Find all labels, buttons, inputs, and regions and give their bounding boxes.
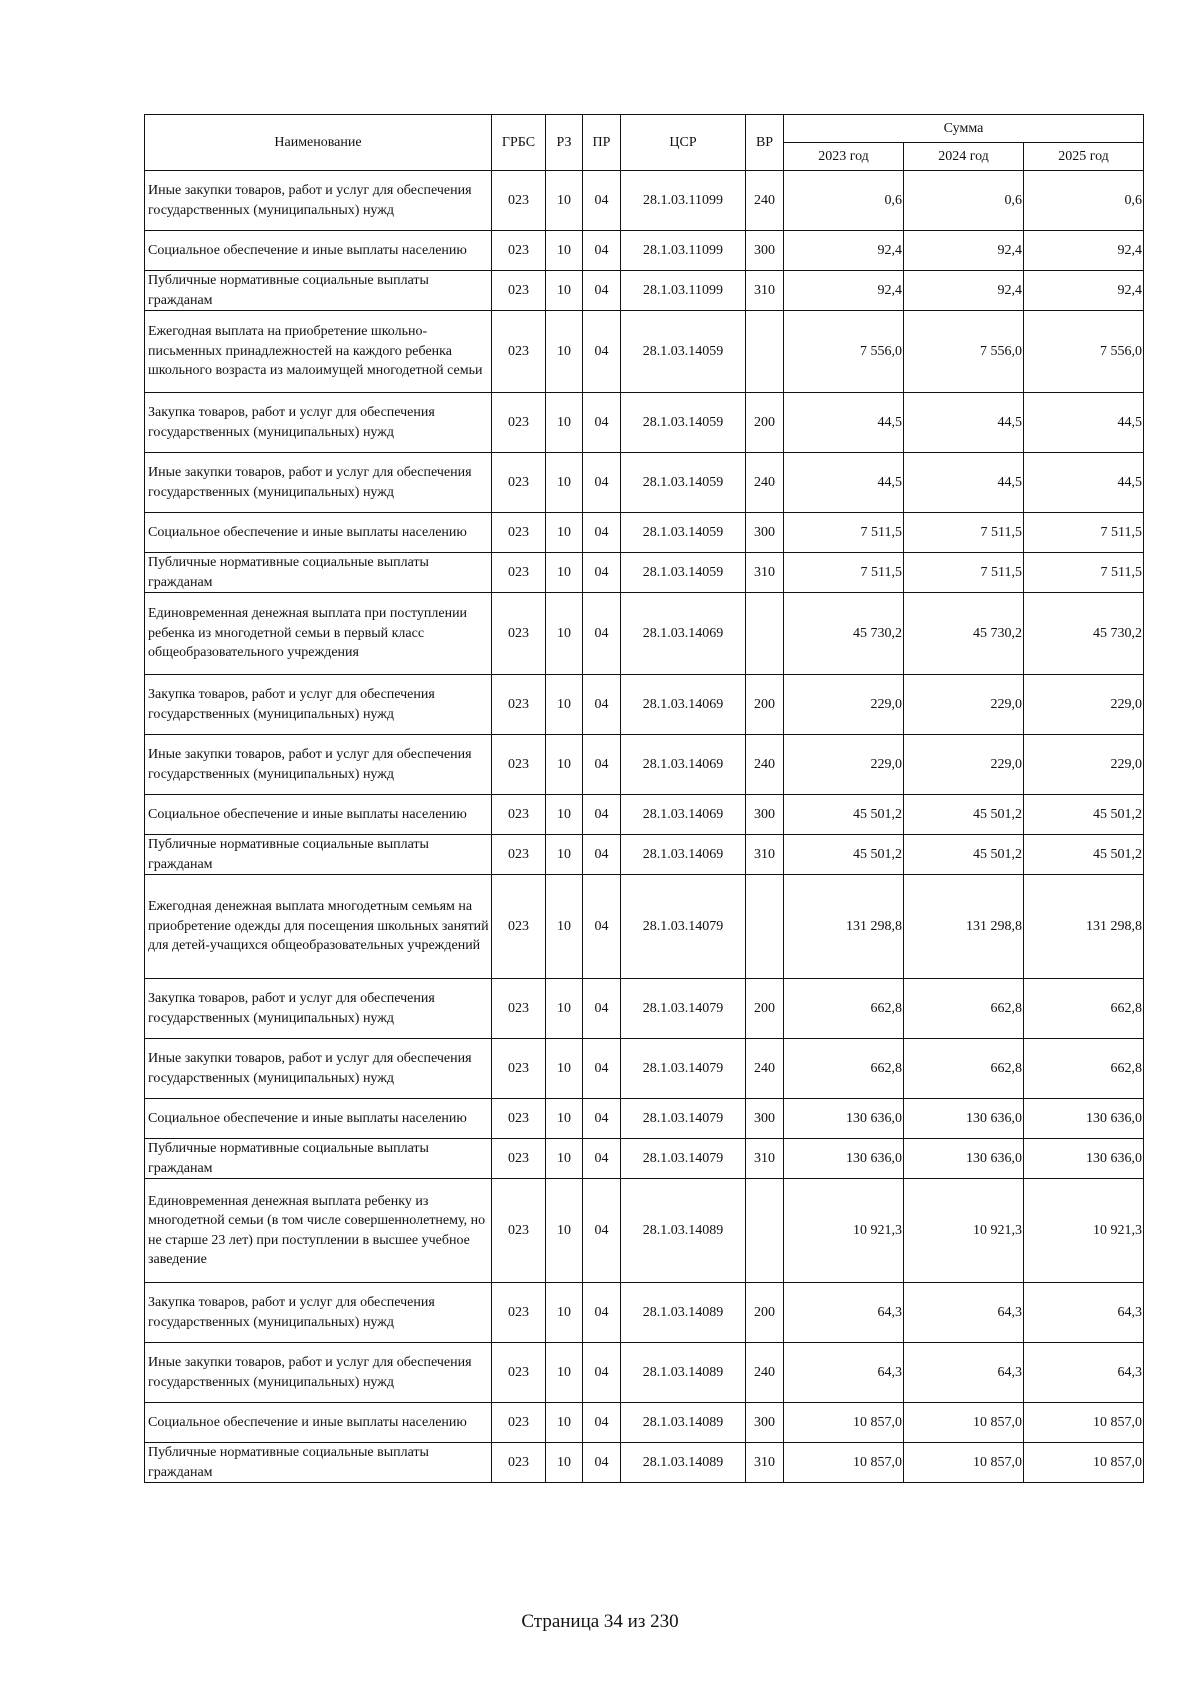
cell-2023: 7 556,0 <box>784 311 904 393</box>
cell-pr: 04 <box>583 1179 621 1283</box>
cell-rz: 10 <box>546 1179 583 1283</box>
cell-pr: 04 <box>583 675 621 735</box>
header-pr: ПР <box>583 115 621 171</box>
cell-rz: 10 <box>546 735 583 795</box>
cell-rz: 10 <box>546 1039 583 1099</box>
page-number: Страница 34 из 230 <box>521 1611 679 1632</box>
cell-rz: 10 <box>546 675 583 735</box>
cell-2023: 229,0 <box>784 675 904 735</box>
cell-csr: 28.1.03.14079 <box>621 1099 746 1139</box>
cell-2023: 92,4 <box>784 271 904 311</box>
cell-2023: 10 857,0 <box>784 1403 904 1443</box>
cell-2024: 45 501,2 <box>904 835 1024 875</box>
cell-name: Социальное обеспечение и иные выплаты населению <box>145 1403 492 1443</box>
cell-vr: 310 <box>746 1139 784 1179</box>
cell-pr: 04 <box>583 735 621 795</box>
table-row <box>145 979 1144 1039</box>
cell-csr: 28.1.03.14059 <box>621 453 746 513</box>
table-row <box>145 271 1144 311</box>
cell-vr: 300 <box>746 795 784 835</box>
cell-2025: 229,0 <box>1024 675 1144 735</box>
cell-grbs: 023 <box>492 393 546 453</box>
cell-rz: 10 <box>546 311 583 393</box>
cell-2024: 64,3 <box>904 1343 1024 1403</box>
cell-2023: 7 511,5 <box>784 553 904 593</box>
cell-grbs: 023 <box>492 231 546 271</box>
cell-2024: 44,5 <box>904 393 1024 453</box>
cell-2025: 10 857,0 <box>1024 1403 1144 1443</box>
cell-name: Публичные нормативные социальные выплаты гражданам <box>145 1443 492 1483</box>
cell-2025: 131 298,8 <box>1024 875 1144 979</box>
cell-pr: 04 <box>583 393 621 453</box>
cell-2025: 45 730,2 <box>1024 593 1144 675</box>
cell-grbs: 023 <box>492 1179 546 1283</box>
cell-2024: 10 857,0 <box>904 1443 1024 1483</box>
cell-rz: 10 <box>546 979 583 1039</box>
cell-2024: 7 511,5 <box>904 553 1024 593</box>
cell-2024: 662,8 <box>904 1039 1024 1099</box>
cell-name: Иные закупки товаров, работ и услуг для обеспечения государственных (муниципальных) нужд <box>145 171 492 231</box>
cell-pr: 04 <box>583 453 621 513</box>
cell-name: Ежегодная выплата на приобретение школьно-письменных принадлежностей на каждого ребенка школьного возраста из малоимущей многодетной семьи <box>145 311 492 393</box>
cell-rz: 10 <box>546 835 583 875</box>
cell-2025: 92,4 <box>1024 271 1144 311</box>
cell-csr: 28.1.03.11099 <box>621 171 746 231</box>
cell-2023: 45 501,2 <box>784 795 904 835</box>
header-rz: РЗ <box>546 115 583 171</box>
cell-name: Публичные нормативные социальные выплаты гражданам <box>145 1139 492 1179</box>
cell-2023: 64,3 <box>784 1343 904 1403</box>
table-row <box>145 311 1144 393</box>
cell-csr: 28.1.03.14089 <box>621 1443 746 1483</box>
cell-2025: 662,8 <box>1024 979 1144 1039</box>
cell-grbs: 023 <box>492 1403 546 1443</box>
cell-2025: 64,3 <box>1024 1343 1144 1403</box>
cell-rz: 10 <box>546 553 583 593</box>
cell-rz: 10 <box>546 875 583 979</box>
cell-2024: 44,5 <box>904 453 1024 513</box>
cell-grbs: 023 <box>492 553 546 593</box>
cell-vr: 300 <box>746 1403 784 1443</box>
cell-pr: 04 <box>583 513 621 553</box>
cell-2025: 45 501,2 <box>1024 835 1144 875</box>
cell-grbs: 023 <box>492 311 546 393</box>
table-row <box>145 393 1144 453</box>
cell-vr <box>746 1179 784 1283</box>
cell-vr: 310 <box>746 271 784 311</box>
cell-2023: 131 298,8 <box>784 875 904 979</box>
cell-csr: 28.1.03.14069 <box>621 735 746 795</box>
cell-vr: 310 <box>746 835 784 875</box>
cell-2024: 45 501,2 <box>904 795 1024 835</box>
cell-vr: 200 <box>746 1283 784 1343</box>
cell-grbs: 023 <box>492 979 546 1039</box>
cell-name: Единовременная денежная выплата при поступлении ребенка из многодетной семьи в первый класс общеобразовательного учреждения <box>145 593 492 675</box>
cell-vr: 200 <box>746 393 784 453</box>
cell-pr: 04 <box>583 1283 621 1343</box>
table-body <box>145 171 1144 1483</box>
cell-rz: 10 <box>546 513 583 553</box>
cell-2025: 0,6 <box>1024 171 1144 231</box>
cell-2023: 229,0 <box>784 735 904 795</box>
cell-rz: 10 <box>546 231 583 271</box>
cell-2023: 10 921,3 <box>784 1179 904 1283</box>
table-row <box>145 675 1144 735</box>
cell-2025: 44,5 <box>1024 453 1144 513</box>
cell-pr: 04 <box>583 835 621 875</box>
cell-rz: 10 <box>546 171 583 231</box>
cell-vr: 240 <box>746 171 784 231</box>
cell-pr: 04 <box>583 1099 621 1139</box>
cell-name: Социальное обеспечение и иные выплаты населению <box>145 1099 492 1139</box>
cell-2023: 64,3 <box>784 1283 904 1343</box>
cell-grbs: 023 <box>492 453 546 513</box>
table-row <box>145 735 1144 795</box>
cell-vr: 300 <box>746 513 784 553</box>
cell-2024: 45 730,2 <box>904 593 1024 675</box>
cell-grbs: 023 <box>492 1443 546 1483</box>
header-sum: Сумма <box>784 115 1144 143</box>
cell-name: Иные закупки товаров, работ и услуг для обеспечения государственных (муниципальных) нужд <box>145 1039 492 1099</box>
cell-vr: 200 <box>746 979 784 1039</box>
cell-vr: 240 <box>746 735 784 795</box>
table-row <box>145 1403 1144 1443</box>
cell-pr: 04 <box>583 795 621 835</box>
cell-rz: 10 <box>546 393 583 453</box>
cell-pr: 04 <box>583 553 621 593</box>
table-row <box>145 835 1144 875</box>
cell-pr: 04 <box>583 231 621 271</box>
table-row <box>145 453 1144 513</box>
cell-csr: 28.1.03.14059 <box>621 513 746 553</box>
cell-pr: 04 <box>583 311 621 393</box>
cell-2024: 64,3 <box>904 1283 1024 1343</box>
budget-table <box>144 114 1144 1483</box>
cell-2024: 10 921,3 <box>904 1179 1024 1283</box>
cell-2025: 44,5 <box>1024 393 1144 453</box>
cell-rz: 10 <box>546 453 583 513</box>
table-row <box>145 875 1144 979</box>
cell-2025: 130 636,0 <box>1024 1139 1144 1179</box>
cell-rz: 10 <box>546 1343 583 1403</box>
cell-csr: 28.1.03.14059 <box>621 311 746 393</box>
table-row <box>145 1283 1144 1343</box>
cell-2023: 44,5 <box>784 453 904 513</box>
cell-grbs: 023 <box>492 1039 546 1099</box>
cell-csr: 28.1.03.14079 <box>621 1039 746 1099</box>
cell-2024: 0,6 <box>904 171 1024 231</box>
cell-2023: 10 857,0 <box>784 1443 904 1483</box>
cell-pr: 04 <box>583 1403 621 1443</box>
table-row <box>145 513 1144 553</box>
cell-pr: 04 <box>583 875 621 979</box>
cell-csr: 28.1.03.14069 <box>621 835 746 875</box>
table-row <box>145 171 1144 231</box>
cell-name: Закупка товаров, работ и услуг для обеспечения государственных (муниципальных) нужд <box>145 1283 492 1343</box>
cell-grbs: 023 <box>492 1283 546 1343</box>
header-year-2023: 2023 год <box>784 143 904 171</box>
cell-pr: 04 <box>583 271 621 311</box>
table-row <box>145 593 1144 675</box>
cell-grbs: 023 <box>492 513 546 553</box>
cell-rz: 10 <box>546 593 583 675</box>
cell-grbs: 023 <box>492 795 546 835</box>
cell-2023: 44,5 <box>784 393 904 453</box>
header-year-2025: 2025 год <box>1024 143 1144 171</box>
cell-name: Публичные нормативные социальные выплаты гражданам <box>145 271 492 311</box>
cell-grbs: 023 <box>492 171 546 231</box>
cell-name: Социальное обеспечение и иные выплаты населению <box>145 795 492 835</box>
cell-name: Социальное обеспечение и иные выплаты населению <box>145 513 492 553</box>
cell-csr: 28.1.03.14059 <box>621 553 746 593</box>
cell-pr: 04 <box>583 1443 621 1483</box>
cell-vr <box>746 875 784 979</box>
cell-2024: 130 636,0 <box>904 1099 1024 1139</box>
table-row <box>145 1343 1144 1403</box>
header-csr: ЦСР <box>621 115 746 171</box>
cell-grbs: 023 <box>492 1343 546 1403</box>
cell-name: Публичные нормативные социальные выплаты гражданам <box>145 835 492 875</box>
cell-name: Публичные нормативные социальные выплаты гражданам <box>145 553 492 593</box>
cell-2023: 130 636,0 <box>784 1099 904 1139</box>
cell-2025: 92,4 <box>1024 231 1144 271</box>
cell-vr: 310 <box>746 553 784 593</box>
cell-vr: 240 <box>746 453 784 513</box>
header-year-2024: 2024 год <box>904 143 1024 171</box>
cell-grbs: 023 <box>492 875 546 979</box>
cell-rz: 10 <box>546 1099 583 1139</box>
cell-2024: 92,4 <box>904 271 1024 311</box>
table-row <box>145 1139 1144 1179</box>
cell-rz: 10 <box>546 1403 583 1443</box>
cell-csr: 28.1.03.14079 <box>621 1139 746 1179</box>
cell-pr: 04 <box>583 1343 621 1403</box>
cell-grbs: 023 <box>492 835 546 875</box>
cell-name: Закупка товаров, работ и услуг для обеспечения государственных (муниципальных) нужд <box>145 675 492 735</box>
cell-2024: 7 511,5 <box>904 513 1024 553</box>
cell-2025: 64,3 <box>1024 1283 1144 1343</box>
cell-vr: 310 <box>746 1443 784 1483</box>
table-header <box>145 115 1144 171</box>
table-row <box>145 1179 1144 1283</box>
cell-2025: 10 921,3 <box>1024 1179 1144 1283</box>
cell-csr: 28.1.03.14089 <box>621 1283 746 1343</box>
cell-csr: 28.1.03.14079 <box>621 875 746 979</box>
cell-vr: 240 <box>746 1343 784 1403</box>
cell-name: Закупка товаров, работ и услуг для обеспечения государственных (муниципальных) нужд <box>145 979 492 1039</box>
cell-name: Социальное обеспечение и иные выплаты населению <box>145 231 492 271</box>
cell-name: Иные закупки товаров, работ и услуг для обеспечения государственных (муниципальных) нужд <box>145 453 492 513</box>
cell-grbs: 023 <box>492 1139 546 1179</box>
cell-csr: 28.1.03.14089 <box>621 1403 746 1443</box>
cell-csr: 28.1.03.14069 <box>621 593 746 675</box>
cell-2025: 7 556,0 <box>1024 311 1144 393</box>
cell-2025: 662,8 <box>1024 1039 1144 1099</box>
cell-name: Иные закупки товаров, работ и услуг для обеспечения государственных (муниципальных) нужд <box>145 735 492 795</box>
cell-2024: 131 298,8 <box>904 875 1024 979</box>
cell-csr: 28.1.03.14089 <box>621 1179 746 1283</box>
cell-csr: 28.1.03.11099 <box>621 271 746 311</box>
cell-grbs: 023 <box>492 735 546 795</box>
cell-2025: 130 636,0 <box>1024 1099 1144 1139</box>
cell-rz: 10 <box>546 795 583 835</box>
cell-pr: 04 <box>583 171 621 231</box>
cell-name: Ежегодная денежная выплата многодетным семьям на приобретение одежды для посещения школьных занятий для детей-учащихся общеобразовательных учреждений <box>145 875 492 979</box>
table-row <box>145 1099 1144 1139</box>
cell-grbs: 023 <box>492 271 546 311</box>
table-row <box>145 1039 1144 1099</box>
table-row <box>145 795 1144 835</box>
cell-2025: 7 511,5 <box>1024 553 1144 593</box>
cell-vr: 200 <box>746 675 784 735</box>
cell-2025: 45 501,2 <box>1024 795 1144 835</box>
cell-rz: 10 <box>546 1283 583 1343</box>
cell-csr: 28.1.03.14089 <box>621 1343 746 1403</box>
cell-vr: 240 <box>746 1039 784 1099</box>
header-name: Наименование <box>145 115 492 171</box>
cell-2024: 229,0 <box>904 735 1024 795</box>
cell-2024: 130 636,0 <box>904 1139 1024 1179</box>
cell-vr <box>746 311 784 393</box>
cell-pr: 04 <box>583 979 621 1039</box>
cell-2023: 662,8 <box>784 979 904 1039</box>
table-row <box>145 553 1144 593</box>
table-row <box>145 1443 1144 1483</box>
cell-2025: 10 857,0 <box>1024 1443 1144 1483</box>
cell-csr: 28.1.03.11099 <box>621 231 746 271</box>
cell-2023: 662,8 <box>784 1039 904 1099</box>
cell-name: Закупка товаров, работ и услуг для обеспечения государственных (муниципальных) нужд <box>145 393 492 453</box>
header-grbs: ГРБС <box>492 115 546 171</box>
cell-csr: 28.1.03.14079 <box>621 979 746 1039</box>
cell-2025: 229,0 <box>1024 735 1144 795</box>
header-vr: ВР <box>746 115 784 171</box>
cell-grbs: 023 <box>492 1099 546 1139</box>
cell-csr: 28.1.03.14059 <box>621 393 746 453</box>
cell-name: Иные закупки товаров, работ и услуг для обеспечения государственных (муниципальных) нужд <box>145 1343 492 1403</box>
cell-2024: 662,8 <box>904 979 1024 1039</box>
cell-vr <box>746 593 784 675</box>
cell-2024: 229,0 <box>904 675 1024 735</box>
cell-csr: 28.1.03.14069 <box>621 675 746 735</box>
cell-2024: 10 857,0 <box>904 1403 1024 1443</box>
cell-2023: 0,6 <box>784 171 904 231</box>
cell-grbs: 023 <box>492 675 546 735</box>
cell-2023: 7 511,5 <box>784 513 904 553</box>
cell-pr: 04 <box>583 593 621 675</box>
cell-pr: 04 <box>583 1139 621 1179</box>
cell-pr: 04 <box>583 1039 621 1099</box>
cell-2024: 92,4 <box>904 231 1024 271</box>
cell-rz: 10 <box>546 1139 583 1179</box>
cell-csr: 28.1.03.14069 <box>621 795 746 835</box>
table-row <box>145 231 1144 271</box>
cell-2023: 130 636,0 <box>784 1139 904 1179</box>
cell-2023: 45 501,2 <box>784 835 904 875</box>
cell-2023: 92,4 <box>784 231 904 271</box>
cell-rz: 10 <box>546 271 583 311</box>
cell-name: Единовременная денежная выплата ребенку из многодетной семьи (в том числе совершеннолетнему, но не старше 23 лет) при поступлении в высшее учебное заведение <box>145 1179 492 1283</box>
cell-2024: 7 556,0 <box>904 311 1024 393</box>
cell-vr: 300 <box>746 1099 784 1139</box>
cell-2023: 45 730,2 <box>784 593 904 675</box>
cell-vr: 300 <box>746 231 784 271</box>
cell-grbs: 023 <box>492 593 546 675</box>
cell-2025: 7 511,5 <box>1024 513 1144 553</box>
cell-rz: 10 <box>546 1443 583 1483</box>
